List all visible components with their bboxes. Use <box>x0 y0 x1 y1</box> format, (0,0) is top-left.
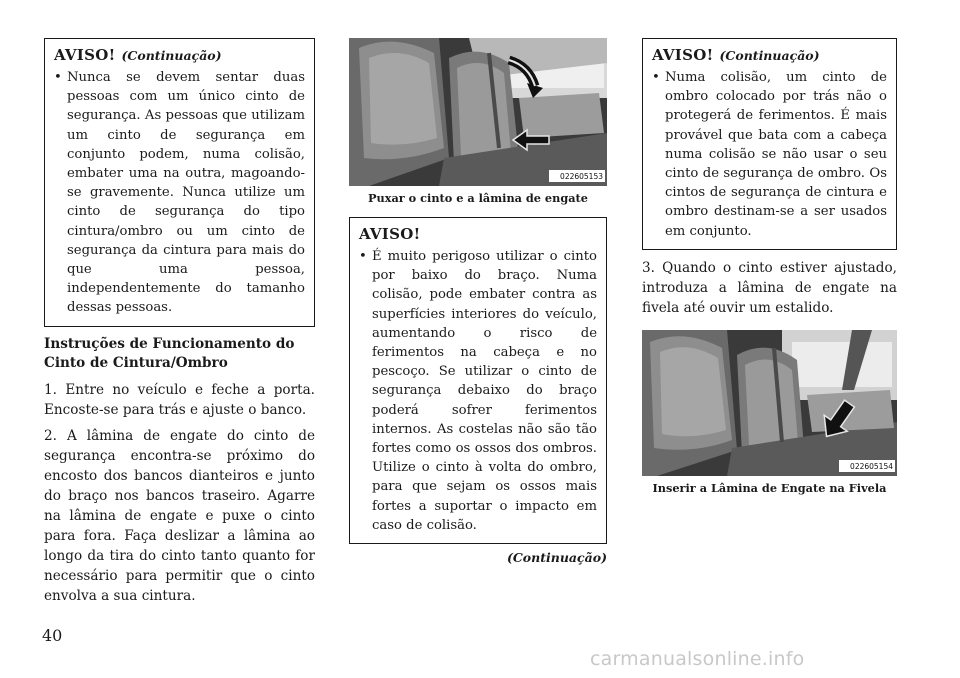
warning-continuation: (Continuação) <box>121 48 222 63</box>
bullet-icon: • <box>54 70 62 85</box>
figure-caption: Puxar o cinto e a lâmina de engate <box>368 191 588 205</box>
warning-box-continued <box>642 38 897 250</box>
seat-belt-pull-photo <box>349 38 607 186</box>
right-column <box>642 38 897 495</box>
middle-column <box>349 38 607 565</box>
warning-title: AVISO! <box>359 225 421 243</box>
warning-item <box>652 68 887 241</box>
section-heading: Instruções de Funcionamento do Cinto de Cintura/Ombro <box>44 335 295 372</box>
warning-item <box>54 68 305 318</box>
warning-label: AVISO! <box>54 46 116 64</box>
warning-box <box>349 217 607 544</box>
seat-buckle-illustration <box>642 330 897 476</box>
warning-title <box>652 46 887 64</box>
warning-text: Nunca se devem sentar duas pessoas com um único cinto de segurança. As pessoas que utilizam um cinto de segurança em conjunto podem, numa colisão, embater uma na outra, magoando-se gravemente. Nunca utilize um cinto de segurança do tipo cintura/ombro ou um cinto de segurança da cintura para mais do que uma pessoa, independentemente do tamanho dessas pessoas. <box>67 70 305 316</box>
warning-continuation: (Continuação) <box>719 48 820 63</box>
figure-caption: Inserir a Lâmina de Engate na Fivela <box>652 480 887 495</box>
step-2-paragraph: 2. A lâmina de engate do cinto de segurança encontra-se próximo do encosto dos bancos dianteiros e junto do braço nos bancos traseiro. Agarre na lâmina de engate e puxe o cinto para fora. Faça deslizar a lâmina ao longo da tira do cinto tanto quanto for necessário para permitir que o cinto envolva a sua cintura. <box>44 427 315 604</box>
seat-photo-illustration <box>349 38 607 186</box>
warning-label: AVISO! <box>652 46 714 64</box>
warning-text: É muito perigoso utilizar o cinto por baixo do braço. Numa colisão, pode embater contra as superfícies interiores do veículo, aumentando o risco de ferimentos na cabeça e no pescoço. Se utilizar o cinto de segurança debaixo do braço poderá sofrer ferimentos internos. As costelas não são tão fortes como os ossos dos ombros. Utilize o cinto à volta do ombro, para que sejam os ossos mais fortes a suportar o impacto em caso de colisão. <box>372 249 597 533</box>
bullet-icon: • <box>359 249 367 264</box>
figure-code: 022605153 <box>560 172 603 181</box>
figure-code: 022605154 <box>850 461 893 471</box>
step-3-paragraph: 3. Quando o cinto estiver ajustado, introduza a lâmina de engate na fivela até ouvir um estalido. <box>642 259 897 316</box>
continued-note: (Continuação) <box>506 550 607 566</box>
left-column <box>44 38 315 606</box>
buckle-insert-photo <box>642 330 897 476</box>
page-number: 40 <box>42 626 63 645</box>
warning-title <box>54 46 305 64</box>
step-1-paragraph: 1. Entre no veículo e feche a porta. Encoste-se para trás e ajuste o banco. <box>44 381 315 418</box>
warning-item <box>359 247 597 535</box>
site-watermark: carmanualsonline.info <box>590 648 805 670</box>
bullet-icon: • <box>652 70 660 85</box>
warning-box-continued <box>44 38 315 327</box>
warning-text: Numa colisão, um cinto de ombro colocado por trás não o protegerá de ferimentos. É mais provável que bata com a cabeça numa colisão se não usar o seu cinto de segurança de ombro. Os cintos de segurança de cintura e ombro destinam-se a ser usados em conjunto. <box>665 70 887 239</box>
